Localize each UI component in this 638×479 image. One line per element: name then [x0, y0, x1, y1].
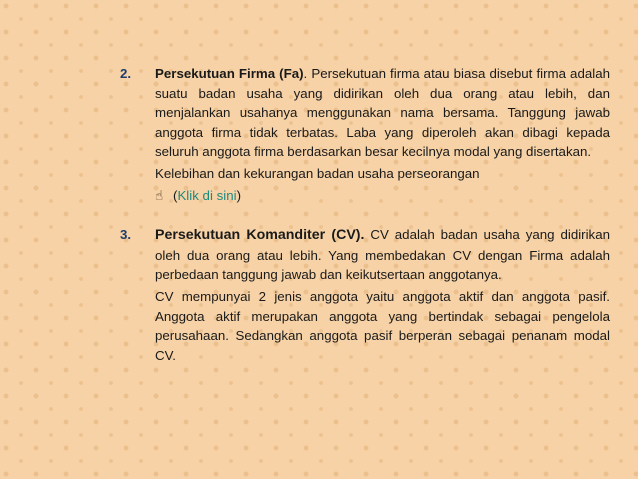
firma-description: Persekutuan firma atau biasa disebut firma adalah suatu badan usaha yang didirikan oleh dua orang atau lebih, dan menjalankan usahanya menggunakan nama bersama. Tanggung jawab anggota firma tidak terbatas. Laba yang diperoleh akan dibagi kepada seluruh anggota firma berdasarkan besar kecilnya modal yang disertakan. [155, 66, 610, 160]
cv-title: Persekutuan Komanditer (CV). [155, 227, 365, 244]
klik-di-sini-link[interactable]: Klik di sini [177, 187, 237, 203]
link-prefix: ( [173, 187, 178, 203]
firma-subtext: Kelebihan dan kekurangan badan usaha perseorangan [155, 165, 480, 181]
list-item-cv [120, 225, 610, 365]
firma-paragraph [155, 64, 610, 162]
list-item-firma [120, 64, 610, 205]
item-number: 2. [120, 66, 132, 81]
link-suffix: ) [236, 187, 241, 203]
cv-paragraph-2: CV mempunyai 2 jenis anggota yaitu anggota aktif dan anggota pasif. Anggota aktif merupakan anggota yang bertindak sebagai pengelola perusahaan. Sedangkan anggota pasif berperan sebagai penanam modal CV. [155, 288, 610, 363]
slide-content [120, 64, 610, 365]
cv-paragraph [155, 225, 610, 285]
firma-title-suffix: . [303, 66, 308, 81]
link-line [155, 186, 610, 206]
pointing-hand-icon: ☝ [155, 187, 164, 203]
item-number: 3. [120, 227, 132, 243]
cv-description: CV adalah badan usaha yang didirikan oleh dua orang atau lebih. Yang membedakan CV dengan Firma adalah perbedaan tanggung jawab dan keikutsertaan anggotanya. [155, 227, 610, 283]
firma-title: Persekutuan Firma (Fa) [155, 66, 304, 81]
